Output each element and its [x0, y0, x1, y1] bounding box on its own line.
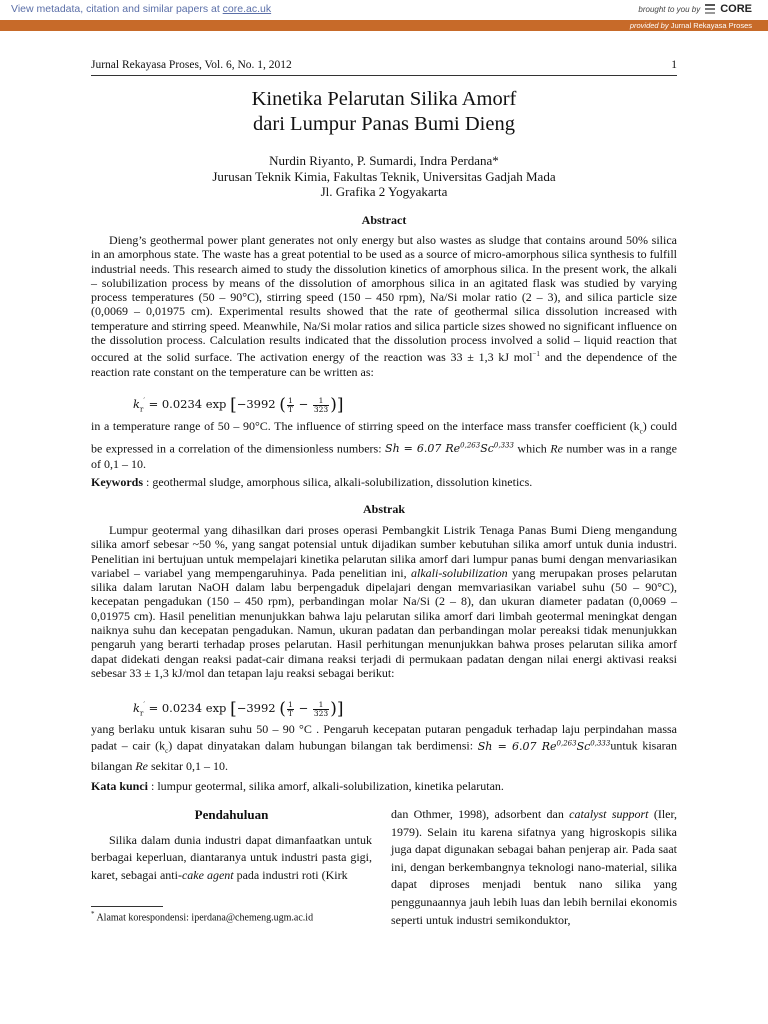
provided-by-text: provided by Jurnal Rekayasa Proses [629, 21, 752, 30]
running-head: Jurnal Rekayasa Proses, Vol. 6, No. 1, 2012 1 [91, 59, 677, 71]
footnote: * Alamat korespondensi: iperdana@chemeng.ugm.ac.id [91, 910, 314, 924]
intro-heading: Pendahuluan [194, 807, 269, 822]
core-metadata-text: View metadata, citation and similar papers at core.ac.uk [11, 3, 272, 15]
core-logo-icon [704, 3, 716, 15]
affiliation: Jurusan Teknik Kimia, Fakultas Teknik, Universitas Gadjah Mada [212, 168, 556, 184]
keywords: Keywords : geothermal sludge, amorphous silica, alkali-solubilization, dissolution kinetics. [91, 475, 533, 489]
equation-rate-constant-id: $k_r' = 0.0234$ exp [−3992 ( $\frac{1}{T}$ − $\frac{1}{323}$ )] [133, 699, 344, 719]
abstrak-heading: Abstrak [362, 502, 405, 516]
page-number: 1 [671, 59, 677, 71]
paper-title: Kinetika Pelarutan Silika Amorf dari Lumpur Panas Bumi Dieng [251, 88, 517, 135]
abstrak-paragraph: Lumpur geotermal yang dihasilkan dari proses operasi Pembangkit Listrik Tenaga Panas Bumi Dieng mengandung silika amorf sebesar ~50 %, yang sangat potensial untuk dijadikan sumber kebutuhan silika amorf untuk dunia industri. Penelitian ini bertujuan untuk mempelajari kinetika pelarutan silika amorf dari lumpur panas bumi dengan menvariasikan variabel – variabel yang mempengaruhinya. Pada penelitian ini, alkali-solubilization yang merupakan proses pelarutan silika dalam larutan NaOH dalam labu berpengaduk dipelajari dengan memvariasikan variabel suhu (50 – 90°C), kecepatan pengadukan (150 – 450 rpm), perbandingan molar Na/Si (2 – 8), dan ukuran diameter padatan (0,0069 – 0,01975 cm). Hasil penelitian menunjukkan bahwa laju pelarutan silika amorf dari limbah geotermal meningkat dengan naiknya suhu dan kecepatan pengadukan. Namun, ukuran padatan dan perbandingan molar pereaksi tidak menunjukkan pengaruh yang berarti terhadap proses pelarutan. Hasil perhitungan menunjukkan bahwa proses pelarutan silika amorf dapat didekati dengan reaksi padat-cair dimana reaksi terjadi di permukaan padatan dengan nilai energi aktivasi reaksi sebesar 33 ± 1,3 kJ/mol dan tetapan laju reaksi sebagai berikut: [91, 523, 677, 680]
core-brand[interactable] [638, 3, 752, 15]
intro-right-column: dan Othmer, 1998), adsorbent dan catalyst support (Iler, 1979). Selain itu karena sifatnya yang higroskopis silika juga dapat digunakan sebagai bahan penjerap air. Pada saat ini, dengan berkembangnya teknologi nano-material, silika dapat diproses menjadi bentuk nano silika yang penggunaannya jauh lebih luas dan lebih bernilai ekonomis seperti untuk industri semikonduktor, [391, 807, 678, 927]
abstract-heading: Abstract [361, 213, 407, 227]
authors: Nurdin Riyanto, P. Sumardi, Indra Perdana* [269, 153, 499, 168]
author-block [91, 153, 677, 200]
abstrak-paragraph-2: yang berlaku untuk kisaran suhu 50 – 90 °C . Pengaruh kecepatan putaran pengaduk terhadap laju perpindahan massa padat – cair $(k_c)$ dapat dinyatakan dalam hubungan bilangan tak berdimensi: Sh = 6.07 Re$^{0,263}$Sc$^{0,333}$untuk kisaran bilangan Re sekitar 0,1 – 10. [91, 722, 678, 773]
kata-kunci: Kata kunci : lumpur geotermal, silika amorf, alkali-solubilization, kinetika pelarutan. [91, 779, 504, 793]
core-banner [0, 0, 768, 20]
intro-left-text: Silika dalam dunia industri dapat dimanfaatkan untuk berbagai keperluan, diantaranya untuk industri pasta gigi, karet, sebagai anti-cake agent pada industri roti (Kirk [91, 832, 372, 882]
footnote-rule [91, 906, 163, 907]
abstract-paragraph-2: in a temperature range of 50 – 90°C. The influence of stirring speed on the interface mass transfer coefficient $(k_c)$ could be expressed in a correlation of the dimensionless numbers: Sh = 6.07 Re$^{0,263}$Sc$^{0,333}$ which Re number was in a range of 0,1 – 10. [91, 419, 677, 471]
equation-rate-constant-en: $k_r' = 0.0234$ exp [−3992 ( $\frac{1}{T}$ − $\frac{1}{323}$ )] [133, 395, 344, 415]
core-link[interactable]: core.ac.uk [222, 3, 272, 15]
core-logo-text: CORE [720, 3, 752, 15]
abstract-paragraph: Dieng’s geothermal power plant generates not only energy but also wastes as sludge that contains around 50% silica in an amorphous state. The waste has a great potential to be used as a source of micro-amorphous silica synthesis to fulfill industrial needs. This research aimed to study the dissolution kinetics of amorphous silica. In the present work, the alkali – solubilization process by means of the dissolution of amorphous silica in an agitated flask was studied by varying process temperatures (50 – 90°C), stirring speed (150 – 450 rpm), Na/Si molar ratio (2 – 3), and silica particle size (0,0069 – 0,01975 cm). Experimental results showed that the rate of geothermal silica dissolution increased with temperature and stirring speed. Meanwhile, Na/Si molar ratios and silica particle sizes showed no significant influence on the dissolution process. Calculation results indicated that the dissolution process involved a solid – liquid reaction that occured at the solid surface. The activation energy of the reaction was 33 ± 1,3 kJ mol$^{-1}$ and the dependence of the reaction rate constant on the temperature can be written as: [91, 233, 678, 379]
intro-left-column [91, 806, 372, 884]
address: Jl. Grafika 2 Yogyakarta [320, 184, 448, 199]
provided-by-bar [0, 20, 768, 31]
brought-by-text: brought to you by [638, 4, 701, 14]
header-rule [91, 75, 677, 76]
